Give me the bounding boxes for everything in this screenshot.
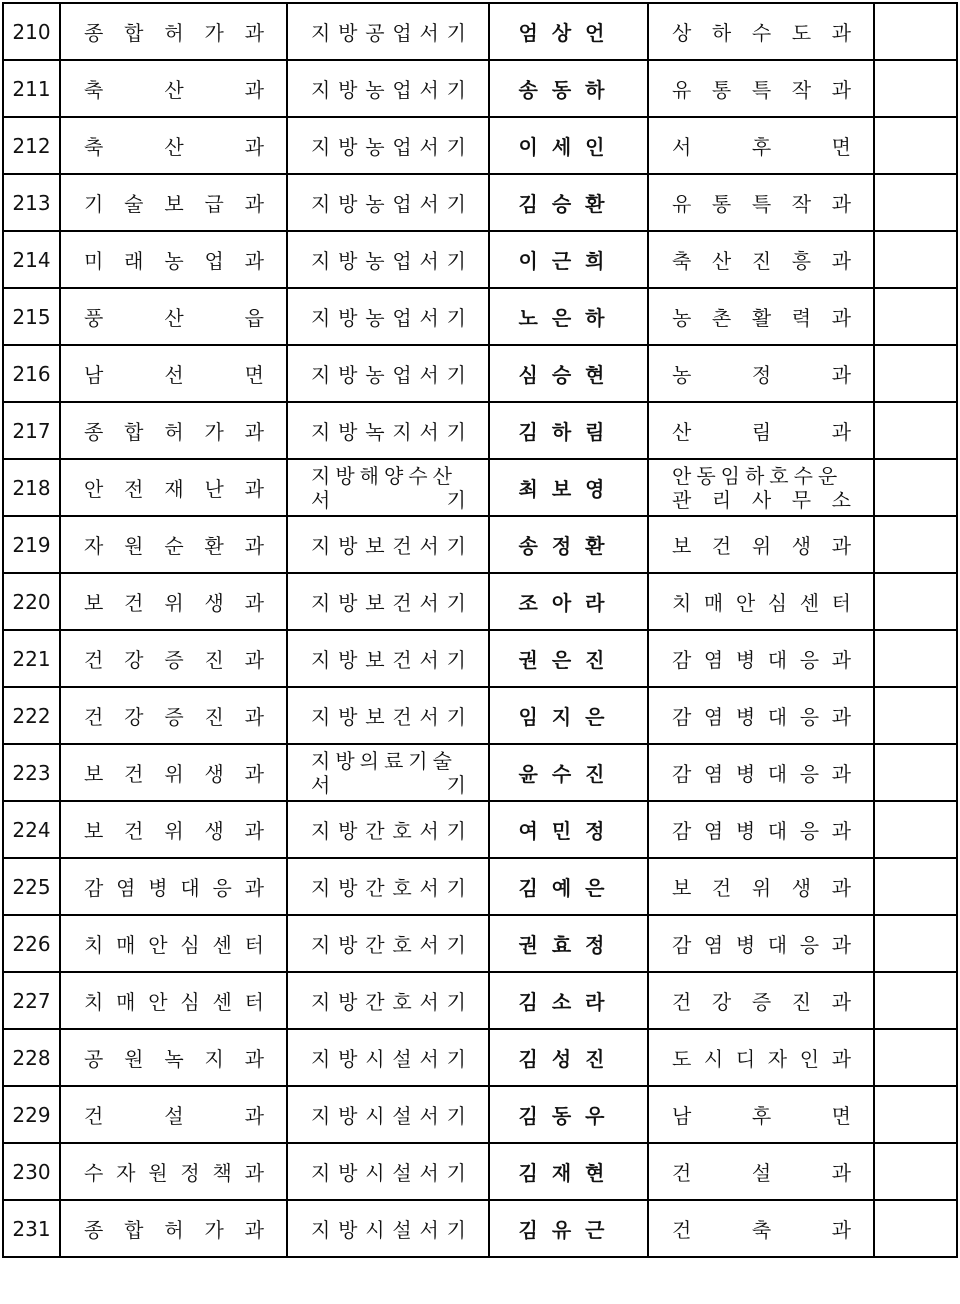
employee-name: 송정환 — [489, 516, 648, 573]
job-rank: 지 방 시 설 서 기 — [287, 1086, 489, 1143]
new-department: 산 림 과 — [648, 402, 874, 459]
current-department: 미 래 농 업 과 — [60, 231, 287, 288]
new-department: 건 축 과 — [648, 1200, 874, 1257]
row-number: 227 — [3, 972, 60, 1029]
remarks-cell — [874, 288, 957, 345]
row-number: 230 — [3, 1143, 60, 1200]
remarks-cell — [874, 516, 957, 573]
remarks-cell — [874, 858, 957, 915]
job-rank: 지방의료기술 서 기 — [287, 744, 489, 801]
current-department: 건 설 과 — [60, 1086, 287, 1143]
new-department: 건 설 과 — [648, 1143, 874, 1200]
job-rank: 지 방 보 건 서 기 — [287, 516, 489, 573]
current-department: 치 매 안 심 센 터 — [60, 972, 287, 1029]
employee-name: 권은진 — [489, 630, 648, 687]
remarks-cell — [874, 915, 957, 972]
new-department: 축 산 진 흥 과 — [648, 231, 874, 288]
row-number: 217 — [3, 402, 60, 459]
current-department: 감 염 병 대 응 과 — [60, 858, 287, 915]
current-department: 보 건 위 생 과 — [60, 573, 287, 630]
current-department: 남 선 면 — [60, 345, 287, 402]
remarks-cell — [874, 345, 957, 402]
table-row — [3, 1200, 957, 1257]
current-department: 수 자 원 정 책 과 — [60, 1143, 287, 1200]
row-number: 229 — [3, 1086, 60, 1143]
current-department: 축 산 과 — [60, 60, 287, 117]
remarks-cell — [874, 744, 957, 801]
row-number: 216 — [3, 345, 60, 402]
employee-name: 김하림 — [489, 402, 648, 459]
new-department: 농 정 과 — [648, 345, 874, 402]
table-row — [3, 174, 957, 231]
new-department: 보 건 위 생 과 — [648, 516, 874, 573]
row-number: 213 — [3, 174, 60, 231]
job-rank: 지 방 간 호 서 기 — [287, 858, 489, 915]
job-rank: 지 방 보 건 서 기 — [287, 573, 489, 630]
table-row — [3, 345, 957, 402]
employee-name: 임지은 — [489, 687, 648, 744]
current-department: 치 매 안 심 센 터 — [60, 915, 287, 972]
row-number: 210 — [3, 3, 60, 60]
current-department: 보 건 위 생 과 — [60, 744, 287, 801]
table-row — [3, 516, 957, 573]
employee-name: 조아라 — [489, 573, 648, 630]
new-department: 보 건 위 생 과 — [648, 858, 874, 915]
new-department: 남 후 면 — [648, 1086, 874, 1143]
employee-name: 김승환 — [489, 174, 648, 231]
employee-name: 김소라 — [489, 972, 648, 1029]
employee-name: 이세인 — [489, 117, 648, 174]
row-number: 220 — [3, 573, 60, 630]
current-department: 풍 산 읍 — [60, 288, 287, 345]
new-department: 감 염 병 대 응 과 — [648, 687, 874, 744]
table-row — [3, 744, 957, 801]
new-department: 감 염 병 대 응 과 — [648, 801, 874, 858]
row-number: 214 — [3, 231, 60, 288]
remarks-cell — [874, 459, 957, 516]
table-row — [3, 573, 957, 630]
employee-name: 김유근 — [489, 1200, 648, 1257]
new-department: 유 통 특 작 과 — [648, 60, 874, 117]
job-rank: 지 방 시 설 서 기 — [287, 1143, 489, 1200]
employee-name: 김동우 — [489, 1086, 648, 1143]
current-department: 건 강 증 진 과 — [60, 630, 287, 687]
row-number: 219 — [3, 516, 60, 573]
remarks-cell — [874, 573, 957, 630]
job-rank: 지 방 간 호 서 기 — [287, 972, 489, 1029]
job-rank: 지 방 농 업 서 기 — [287, 60, 489, 117]
personnel-table — [2, 2, 958, 1258]
table-row — [3, 972, 957, 1029]
job-rank: 지 방 농 업 서 기 — [287, 288, 489, 345]
remarks-cell — [874, 1029, 957, 1086]
remarks-cell — [874, 972, 957, 1029]
remarks-cell — [874, 630, 957, 687]
remarks-cell — [874, 3, 957, 60]
table-row — [3, 1086, 957, 1143]
table-row — [3, 630, 957, 687]
remarks-cell — [874, 1086, 957, 1143]
new-department: 상 하 수 도 과 — [648, 3, 874, 60]
new-department: 치 매 안 심 센 터 — [648, 573, 874, 630]
employee-name: 심승현 — [489, 345, 648, 402]
employee-name: 이근희 — [489, 231, 648, 288]
job-rank: 지 방 간 호 서 기 — [287, 801, 489, 858]
row-number: 228 — [3, 1029, 60, 1086]
remarks-cell — [874, 231, 957, 288]
current-department: 종 합 허 가 과 — [60, 1200, 287, 1257]
employee-name: 송동하 — [489, 60, 648, 117]
employee-name: 권효정 — [489, 915, 648, 972]
new-department: 감 염 병 대 응 과 — [648, 744, 874, 801]
current-department: 안 전 재 난 과 — [60, 459, 287, 516]
new-department: 농 촌 활 력 과 — [648, 288, 874, 345]
job-rank: 지 방 공 업 서 기 — [287, 3, 489, 60]
current-department: 건 강 증 진 과 — [60, 687, 287, 744]
employee-name: 김재현 — [489, 1143, 648, 1200]
table-row — [3, 288, 957, 345]
job-rank: 지 방 보 건 서 기 — [287, 630, 489, 687]
current-department: 기 술 보 급 과 — [60, 174, 287, 231]
job-rank: 지 방 녹 지 서 기 — [287, 402, 489, 459]
current-department: 종 합 허 가 과 — [60, 402, 287, 459]
employee-name: 김성진 — [489, 1029, 648, 1086]
table-row — [3, 117, 957, 174]
new-department: 감 염 병 대 응 과 — [648, 630, 874, 687]
table-row — [3, 459, 957, 516]
job-rank: 지 방 농 업 서 기 — [287, 174, 489, 231]
new-department: 안동임하호수운 관 리 사 무 소 — [648, 459, 874, 516]
table-row — [3, 1143, 957, 1200]
employee-name: 최보영 — [489, 459, 648, 516]
row-number: 212 — [3, 117, 60, 174]
table-row — [3, 801, 957, 858]
job-rank: 지 방 농 업 서 기 — [287, 345, 489, 402]
table-row — [3, 231, 957, 288]
job-rank: 지방해양수산 서 기 — [287, 459, 489, 516]
table-row — [3, 1029, 957, 1086]
remarks-cell — [874, 117, 957, 174]
employee-name: 김예은 — [489, 858, 648, 915]
job-rank: 지 방 시 설 서 기 — [287, 1200, 489, 1257]
table-row — [3, 915, 957, 972]
table-row — [3, 402, 957, 459]
remarks-cell — [874, 60, 957, 117]
table-row — [3, 858, 957, 915]
row-number: 225 — [3, 858, 60, 915]
job-rank: 지 방 간 호 서 기 — [287, 915, 489, 972]
employee-name: 노은하 — [489, 288, 648, 345]
job-rank: 지 방 농 업 서 기 — [287, 231, 489, 288]
row-number: 223 — [3, 744, 60, 801]
row-number: 222 — [3, 687, 60, 744]
row-number: 215 — [3, 288, 60, 345]
remarks-cell — [874, 801, 957, 858]
row-number: 224 — [3, 801, 60, 858]
current-department: 보 건 위 생 과 — [60, 801, 287, 858]
row-number: 226 — [3, 915, 60, 972]
employee-name: 엄상언 — [489, 3, 648, 60]
new-department: 서 후 면 — [648, 117, 874, 174]
table-row — [3, 60, 957, 117]
remarks-cell — [874, 402, 957, 459]
new-department: 유 통 특 작 과 — [648, 174, 874, 231]
row-number: 221 — [3, 630, 60, 687]
table-row — [3, 687, 957, 744]
row-number: 211 — [3, 60, 60, 117]
new-department: 도 시 디 자 인 과 — [648, 1029, 874, 1086]
current-department: 공 원 녹 지 과 — [60, 1029, 287, 1086]
table-row — [3, 3, 957, 60]
remarks-cell — [874, 687, 957, 744]
job-rank: 지 방 시 설 서 기 — [287, 1029, 489, 1086]
job-rank: 지 방 보 건 서 기 — [287, 687, 489, 744]
new-department: 건 강 증 진 과 — [648, 972, 874, 1029]
row-number: 231 — [3, 1200, 60, 1257]
current-department: 자 원 순 환 과 — [60, 516, 287, 573]
remarks-cell — [874, 1200, 957, 1257]
remarks-cell — [874, 1143, 957, 1200]
current-department: 축 산 과 — [60, 117, 287, 174]
new-department: 감 염 병 대 응 과 — [648, 915, 874, 972]
row-number: 218 — [3, 459, 60, 516]
job-rank: 지 방 농 업 서 기 — [287, 117, 489, 174]
employee-name: 윤수진 — [489, 744, 648, 801]
employee-name: 여민정 — [489, 801, 648, 858]
current-department: 종 합 허 가 과 — [60, 3, 287, 60]
remarks-cell — [874, 174, 957, 231]
